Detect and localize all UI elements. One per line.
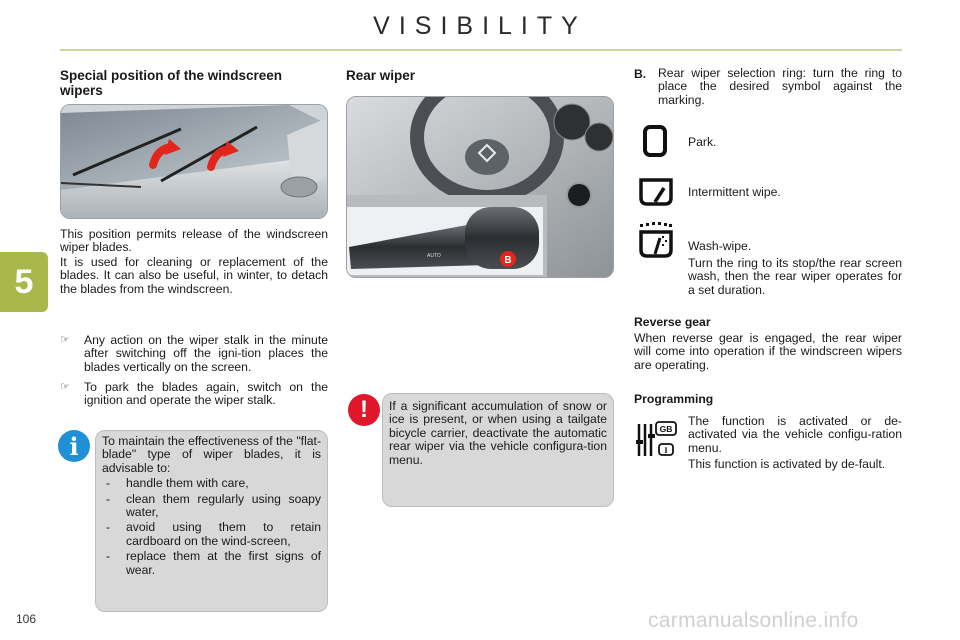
selection-ring-text: Rear wiper selection ring: turn the ring to place the desired symbol against the marking.	[658, 66, 902, 107]
info-intro: To maintain the effectiveness of the "flat-blade" type of wiper blades, it is advisable to:	[102, 434, 321, 475]
park-symbol-icon	[641, 124, 671, 158]
reverse-gear-heading: Reverse gear	[634, 315, 711, 329]
warning-note-box	[382, 393, 614, 507]
chapter-tab: 5	[0, 252, 48, 312]
warning-text: If a significant accumulation of snow or ice is present, or when using a tailgate bicycle carrier, deactivate the automatic rear wiper via the vehicle configura-tion menu.	[389, 399, 607, 467]
list-item-text: clean them regularly using soapy water,	[126, 491, 321, 520]
vehicle-config-icon	[634, 420, 678, 460]
list-item: - clean them regularly using soapy water,	[106, 491, 321, 520]
label-b: B.	[634, 67, 647, 81]
bullet-text: To park the blades again, switch on the ignition and operate the wiper stalk.	[84, 380, 328, 408]
programming-heading: Programming	[634, 392, 714, 406]
bullet-item	[60, 381, 328, 408]
programming-text-1: The function is activated or de-activated via the vehicle configu-ration menu.	[688, 414, 902, 455]
page-number: 106	[16, 612, 37, 626]
section-heading-special-position: Special position of the windscreen wipers	[60, 68, 283, 98]
hand-pointer-icon: ☞	[60, 381, 70, 393]
bullet-text: Any action on the wiper stalk in the minute after switching off the igni-tion places the blades vertically on the screen.	[84, 333, 328, 374]
list-item: - handle them with care,	[106, 476, 249, 491]
hand-pointer-icon: ☞	[60, 334, 70, 346]
programming-text-2: This function is activated by de-fault.	[688, 457, 886, 471]
info-note-box	[95, 430, 328, 612]
symbol-label-intermittent: Intermittent wipe.	[688, 185, 781, 199]
list-item-text: avoid using them to retain cardboard on the wind-screen,	[126, 520, 321, 548]
callout-b: B	[504, 255, 512, 266]
symbol-label-park: Park.	[688, 135, 717, 149]
paragraph-release: This position permits release of the windscreen wiper blades.	[60, 227, 328, 255]
reverse-gear-text: When reverse gear is engaged, the rear wiper will come into operation if the windscreen wipers are operating.	[634, 331, 902, 372]
list-item-text: replace them at the first signs of wear.	[126, 549, 321, 577]
stalk-auto-label: AUTO	[427, 253, 441, 259]
page-title: VISIBILITY	[373, 12, 587, 40]
title-divider	[60, 49, 902, 51]
paragraph-cleaning: It is used for cleaning or replacement of the blades. It can also be useful, in winter, to detach the blades from the windscreen.	[60, 255, 328, 296]
i-badge: I	[664, 445, 668, 455]
symbol-detail-wash-wipe: Turn the ring to its stop/the rear screen wash, then the rear wiper operates for a set duration.	[688, 256, 902, 297]
section-heading-rear-wiper: Rear wiper	[346, 68, 416, 83]
intermittent-wipe-icon	[638, 176, 674, 208]
list-item: - replace them at the first signs of wear.	[106, 549, 321, 577]
list-item: - avoid using them to retain cardboard on the wind-screen,	[106, 520, 321, 548]
watermark: carmanualsonline.info	[648, 609, 859, 632]
selection-ring-description	[634, 67, 902, 107]
wash-wipe-icon	[638, 222, 674, 262]
list-item-text: handle them with care,	[126, 476, 249, 491]
bullet-item	[60, 334, 328, 374]
warning-icon: !	[348, 394, 380, 426]
info-icon: i	[58, 430, 90, 462]
wiper-stalk-photo	[346, 96, 614, 278]
gb-badge: GB	[659, 424, 673, 434]
windscreen-photo	[60, 104, 328, 219]
symbol-label-wash-wipe: Wash-wipe.	[688, 239, 752, 253]
